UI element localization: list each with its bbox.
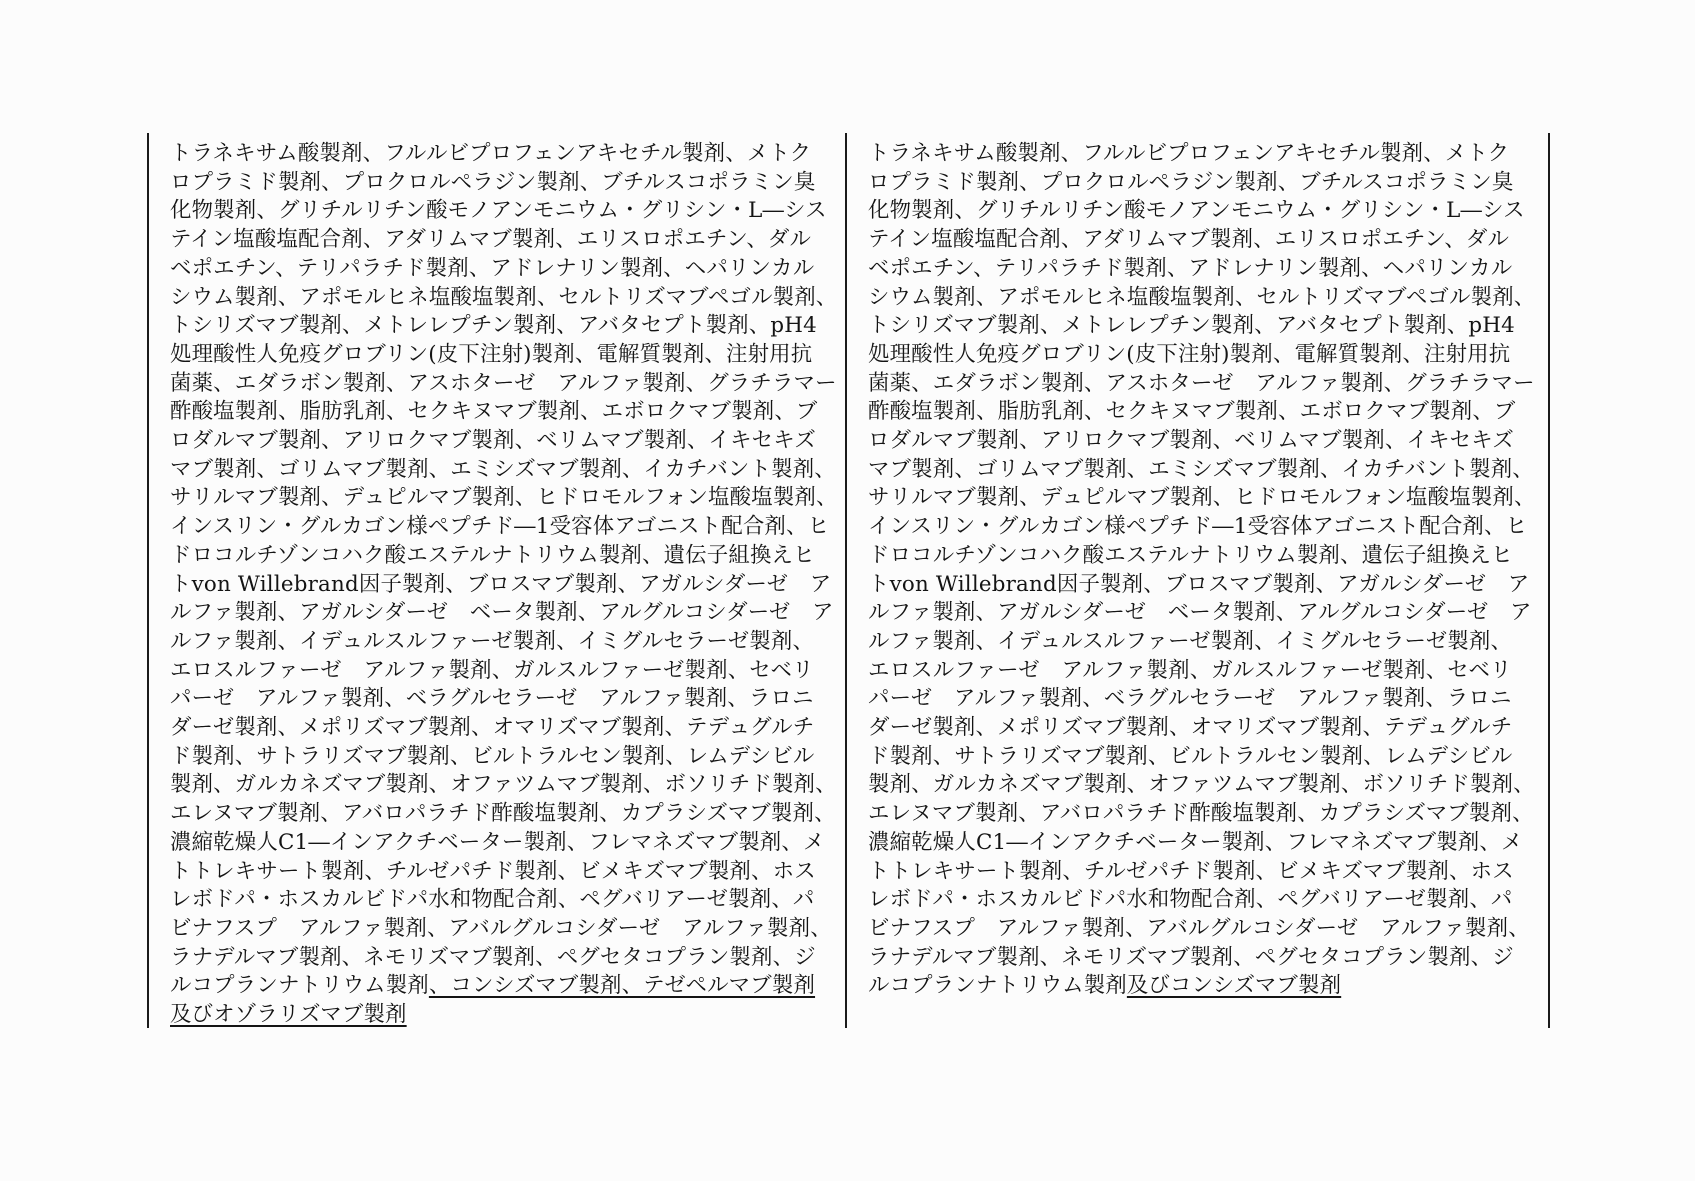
plain-text: シウム製剤、アポモルヒネ塩酸塩製剤、セルトリズマブペゴル製剤、 xyxy=(868,284,1536,310)
plain-text: 濃縮乾燥人C1―インアクチベーター製剤、フレマネズマブ製剤、メ xyxy=(170,829,825,855)
plain-text: ロプラミド製剤、プロクロルペラジン製剤、ブチルスコポラミン臭 xyxy=(868,169,1514,195)
plain-text: エロスルファーゼ アルファ製剤、ガルスルファーゼ製剤、セベリ xyxy=(170,657,814,683)
plain-text: ロダルマブ製剤、アリロクマブ製剤、ベリムマブ製剤、イキセキズ xyxy=(868,428,1515,454)
text-line xyxy=(868,542,1530,571)
right-column xyxy=(847,133,1548,1028)
text-line xyxy=(868,714,1530,743)
text-line xyxy=(170,427,827,456)
plain-text: エレヌマブ製剤、アバロパラチド酢酸塩製剤、カプラシズマブ製剤、 xyxy=(868,801,1534,827)
text-line xyxy=(868,427,1530,456)
text-line xyxy=(170,685,827,714)
text-line xyxy=(868,771,1535,800)
text-line xyxy=(170,800,836,829)
text-line xyxy=(868,657,1530,686)
plain-text: ダーゼ製剤、メポリズマブ製剤、オマリズマブ製剤、テデュグルチ xyxy=(170,715,815,741)
plain-text: パーゼ アルファ製剤、ベラグルセラーゼ アルファ製剤、ラロニ xyxy=(868,686,1512,712)
plain-text: シウム製剤、アポモルヒネ塩酸塩製剤、セルトリズマブペゴル製剤、 xyxy=(170,284,838,310)
text-line xyxy=(170,284,838,313)
plain-text: テイン塩酸塩配合剤、アダリムマブ製剤、エリスロポエチン、ダル xyxy=(868,227,1510,253)
text-line xyxy=(170,771,837,800)
plain-text: トシリズマブ製剤、メトレレプチン製剤、アバタセプト製剤、pH4 xyxy=(868,313,1515,339)
plain-text: ドロコルチゾンコハク酸エステルナトリウム製剤、遺伝子組換えヒ xyxy=(868,542,1513,568)
text-line xyxy=(868,829,1530,858)
text-line xyxy=(170,169,827,198)
text-line xyxy=(170,858,827,887)
plain-text: ロプラミド製剤、プロクロルペラジン製剤、ブチルスコポラミン臭 xyxy=(170,169,816,195)
comparison-table xyxy=(147,133,1550,1028)
text-line xyxy=(170,915,832,944)
text-line xyxy=(170,226,827,255)
text-line xyxy=(170,628,827,657)
plain-text: トvon Willebrand因子製剤、ブロスマブ製剤、アガルシダーゼ ア xyxy=(170,571,832,597)
text-line xyxy=(170,886,827,915)
text-line xyxy=(868,944,1530,973)
underlined-text: 及びオゾラリズマブ製剤 xyxy=(170,1002,407,1028)
plain-text: トvon Willebrand因子製剤、ブロスマブ製剤、アガルシダーゼ ア xyxy=(868,571,1530,597)
text-line xyxy=(170,1001,827,1030)
plain-text: ド製剤、サトラリズマブ製剤、ビルトラルセン製剤、レムデシビル xyxy=(170,743,815,769)
text-line xyxy=(170,513,830,542)
text-line xyxy=(868,599,1530,628)
plain-text: 酢酸塩製剤、脂肪乳剤、セクキヌマブ製剤、エボロクマブ製剤、ブ xyxy=(170,399,818,425)
text-line xyxy=(170,829,827,858)
text-line xyxy=(868,226,1530,255)
text-line xyxy=(170,657,827,686)
text-line xyxy=(868,341,1530,370)
text-line xyxy=(868,628,1530,657)
text-line xyxy=(868,312,1530,341)
plain-text: テイン塩酸塩配合剤、アダリムマブ製剤、エリスロポエチン、ダル xyxy=(170,227,812,253)
plain-text: エレヌマブ製剤、アバロパラチド酢酸塩製剤、カプラシズマブ製剤、 xyxy=(170,801,836,827)
plain-text: ルファ製剤、イデュルスルファーゼ製剤、イミグルセラーゼ製剤、 xyxy=(170,628,815,654)
plain-text: トラネキサム酸製剤、フルルビプロフェンアキセチル製剤、メトク xyxy=(170,141,812,166)
text-line xyxy=(170,140,827,169)
text-line xyxy=(170,484,838,513)
plain-text: 化物製剤、グリチルリチン酸モノアンモニウム・グリシン・L―シス xyxy=(170,198,827,224)
text-line xyxy=(170,571,832,600)
plain-text: マブ製剤、ゴリムマブ製剤、エミシズマブ製剤、イカチバント製剤、 xyxy=(868,456,1534,482)
text-line xyxy=(868,915,1530,944)
plain-text: ルファ製剤、アガルシダーゼ ベータ製剤、アルグルコシダーゼ ア xyxy=(868,600,1532,626)
plain-text: 製剤、ガルカネズマブ製剤、オファツムマブ製剤、ボソリチド製剤、 xyxy=(170,772,837,798)
text-line xyxy=(170,197,827,226)
text-line xyxy=(868,858,1530,887)
text-line xyxy=(170,370,837,399)
text-line xyxy=(170,714,827,743)
plain-text: ルファ製剤、イデュルスルファーゼ製剤、イミグルセラーゼ製剤、 xyxy=(868,628,1513,654)
text-line xyxy=(170,398,827,427)
text-line xyxy=(868,398,1530,427)
plain-text: 処理酸性人免疫グロブリン(皮下注射)製剤、電解質製剤、注射用抗 xyxy=(868,341,1511,367)
plain-text: ラナデルマブ製剤、ネモリズマブ製剤、ペグセタコプラン製剤、ジ xyxy=(868,944,1514,970)
text-line xyxy=(868,743,1530,772)
plain-text: レボドパ・ホスカルビドパ水和物配合剤、ペグバリアーゼ製剤、パ xyxy=(868,887,1513,913)
text-line xyxy=(868,800,1534,829)
text-line xyxy=(170,312,827,341)
plain-text: ラナデルマブ製剤、ネモリズマブ製剤、ペグセタコプラン製剤、ジ xyxy=(170,944,816,970)
text-line xyxy=(868,140,1530,169)
text-line xyxy=(170,255,827,284)
plain-text: ルファ製剤、アガルシダーゼ ベータ製剤、アルグルコシダーゼ ア xyxy=(170,600,834,626)
plain-text: サリルマブ製剤、デュピルマブ製剤、ヒドロモルフォン塩酸塩製剤、 xyxy=(170,485,838,511)
plain-text: 化物製剤、グリチルリチン酸モノアンモニウム・グリシン・L―シス xyxy=(868,198,1525,224)
text-line xyxy=(170,599,834,628)
plain-text: ルコプランナトリウム製剤 xyxy=(170,973,429,999)
text-line xyxy=(170,972,827,1001)
plain-text: 酢酸塩製剤、脂肪乳剤、セクキヌマブ製剤、エボロクマブ製剤、ブ xyxy=(868,399,1516,425)
plain-text: 菌薬、エダラボン製剤、アスホターゼ アルファ製剤、グラチラマー xyxy=(170,370,837,396)
underlined-text: 及びコンシズマブ製剤 xyxy=(1126,973,1342,999)
text-line xyxy=(868,169,1530,198)
plain-text: インスリン・グルカゴン様ペプチド―1受容体アゴニスト配合剤、ヒ xyxy=(868,514,1528,540)
plain-text: ドロコルチゾンコハク酸エステルナトリウム製剤、遺伝子組換えヒ xyxy=(170,542,815,568)
text-line xyxy=(868,513,1530,542)
plain-text: 濃縮乾燥人C1―インアクチベーター製剤、フレマネズマブ製剤、メ xyxy=(868,829,1523,855)
left-column xyxy=(149,133,847,1028)
text-line xyxy=(868,255,1530,284)
plain-text: ベポエチン、テリパラチド製剤、アドレナリン製剤、ヘパリンカル xyxy=(170,255,815,281)
plain-text: マブ製剤、ゴリムマブ製剤、エミシズマブ製剤、イカチバント製剤、 xyxy=(170,456,836,482)
plain-text: 菌薬、エダラボン製剤、アスホターゼ アルファ製剤、グラチラマー xyxy=(868,370,1535,396)
text-line xyxy=(868,972,1530,1001)
text-line xyxy=(170,341,827,370)
text-line xyxy=(170,944,827,973)
plain-text: トトレキサート製剤、チルゼパチド製剤、ビメキズマブ製剤、ホス xyxy=(170,858,816,884)
plain-text: ベポエチン、テリパラチド製剤、アドレナリン製剤、ヘパリンカル xyxy=(868,255,1513,281)
text-line xyxy=(868,484,1536,513)
plain-text: ビナフスプ アルファ製剤、アバルグルコシダーゼ アルファ製剤、 xyxy=(170,915,832,941)
plain-text: サリルマブ製剤、デュピルマブ製剤、ヒドロモルフォン塩酸塩製剤、 xyxy=(868,485,1536,511)
plain-text: トトレキサート製剤、チルゼパチド製剤、ビメキズマブ製剤、ホス xyxy=(868,858,1514,884)
text-line xyxy=(868,571,1530,600)
text-line xyxy=(868,370,1535,399)
plain-text: レボドパ・ホスカルビドパ水和物配合剤、ペグバリアーゼ製剤、パ xyxy=(170,887,815,913)
text-line xyxy=(170,743,827,772)
plain-text: エロスルファーゼ アルファ製剤、ガルスルファーゼ製剤、セベリ xyxy=(868,657,1512,683)
text-line xyxy=(868,284,1536,313)
plain-text: 処理酸性人免疫グロブリン(皮下注射)製剤、電解質製剤、注射用抗 xyxy=(170,341,813,367)
text-line xyxy=(170,456,836,485)
plain-text: 製剤、ガルカネズマブ製剤、オファツムマブ製剤、ボソリチド製剤、 xyxy=(868,772,1535,798)
underlined-text: 、コンシズマブ製剤、テゼペルマブ製剤 xyxy=(428,973,816,999)
plain-text: トシリズマブ製剤、メトレレプチン製剤、アバタセプト製剤、pH4 xyxy=(170,313,817,339)
text-line xyxy=(868,685,1530,714)
plain-text: ビナフスプ アルファ製剤、アバルグルコシダーゼ アルファ製剤、 xyxy=(868,915,1530,941)
plain-text: ルコプランナトリウム製剤 xyxy=(868,973,1127,999)
text-line xyxy=(868,197,1530,226)
plain-text: インスリン・グルカゴン様ペプチド―1受容体アゴニスト配合剤、ヒ xyxy=(170,514,830,540)
plain-text: ド製剤、サトラリズマブ製剤、ビルトラルセン製剤、レムデシビル xyxy=(868,743,1513,769)
text-line xyxy=(868,886,1530,915)
plain-text: トラネキサム酸製剤、フルルビプロフェンアキセチル製剤、メトク xyxy=(868,141,1510,166)
plain-text: ダーゼ製剤、メポリズマブ製剤、オマリズマブ製剤、テデュグルチ xyxy=(868,715,1513,741)
plain-text: パーゼ アルファ製剤、ベラグルセラーゼ アルファ製剤、ラロニ xyxy=(170,686,814,712)
text-line xyxy=(868,456,1534,485)
plain-text: ロダルマブ製剤、アリロクマブ製剤、ベリムマブ製剤、イキセキズ xyxy=(170,428,817,454)
text-line xyxy=(170,542,827,571)
